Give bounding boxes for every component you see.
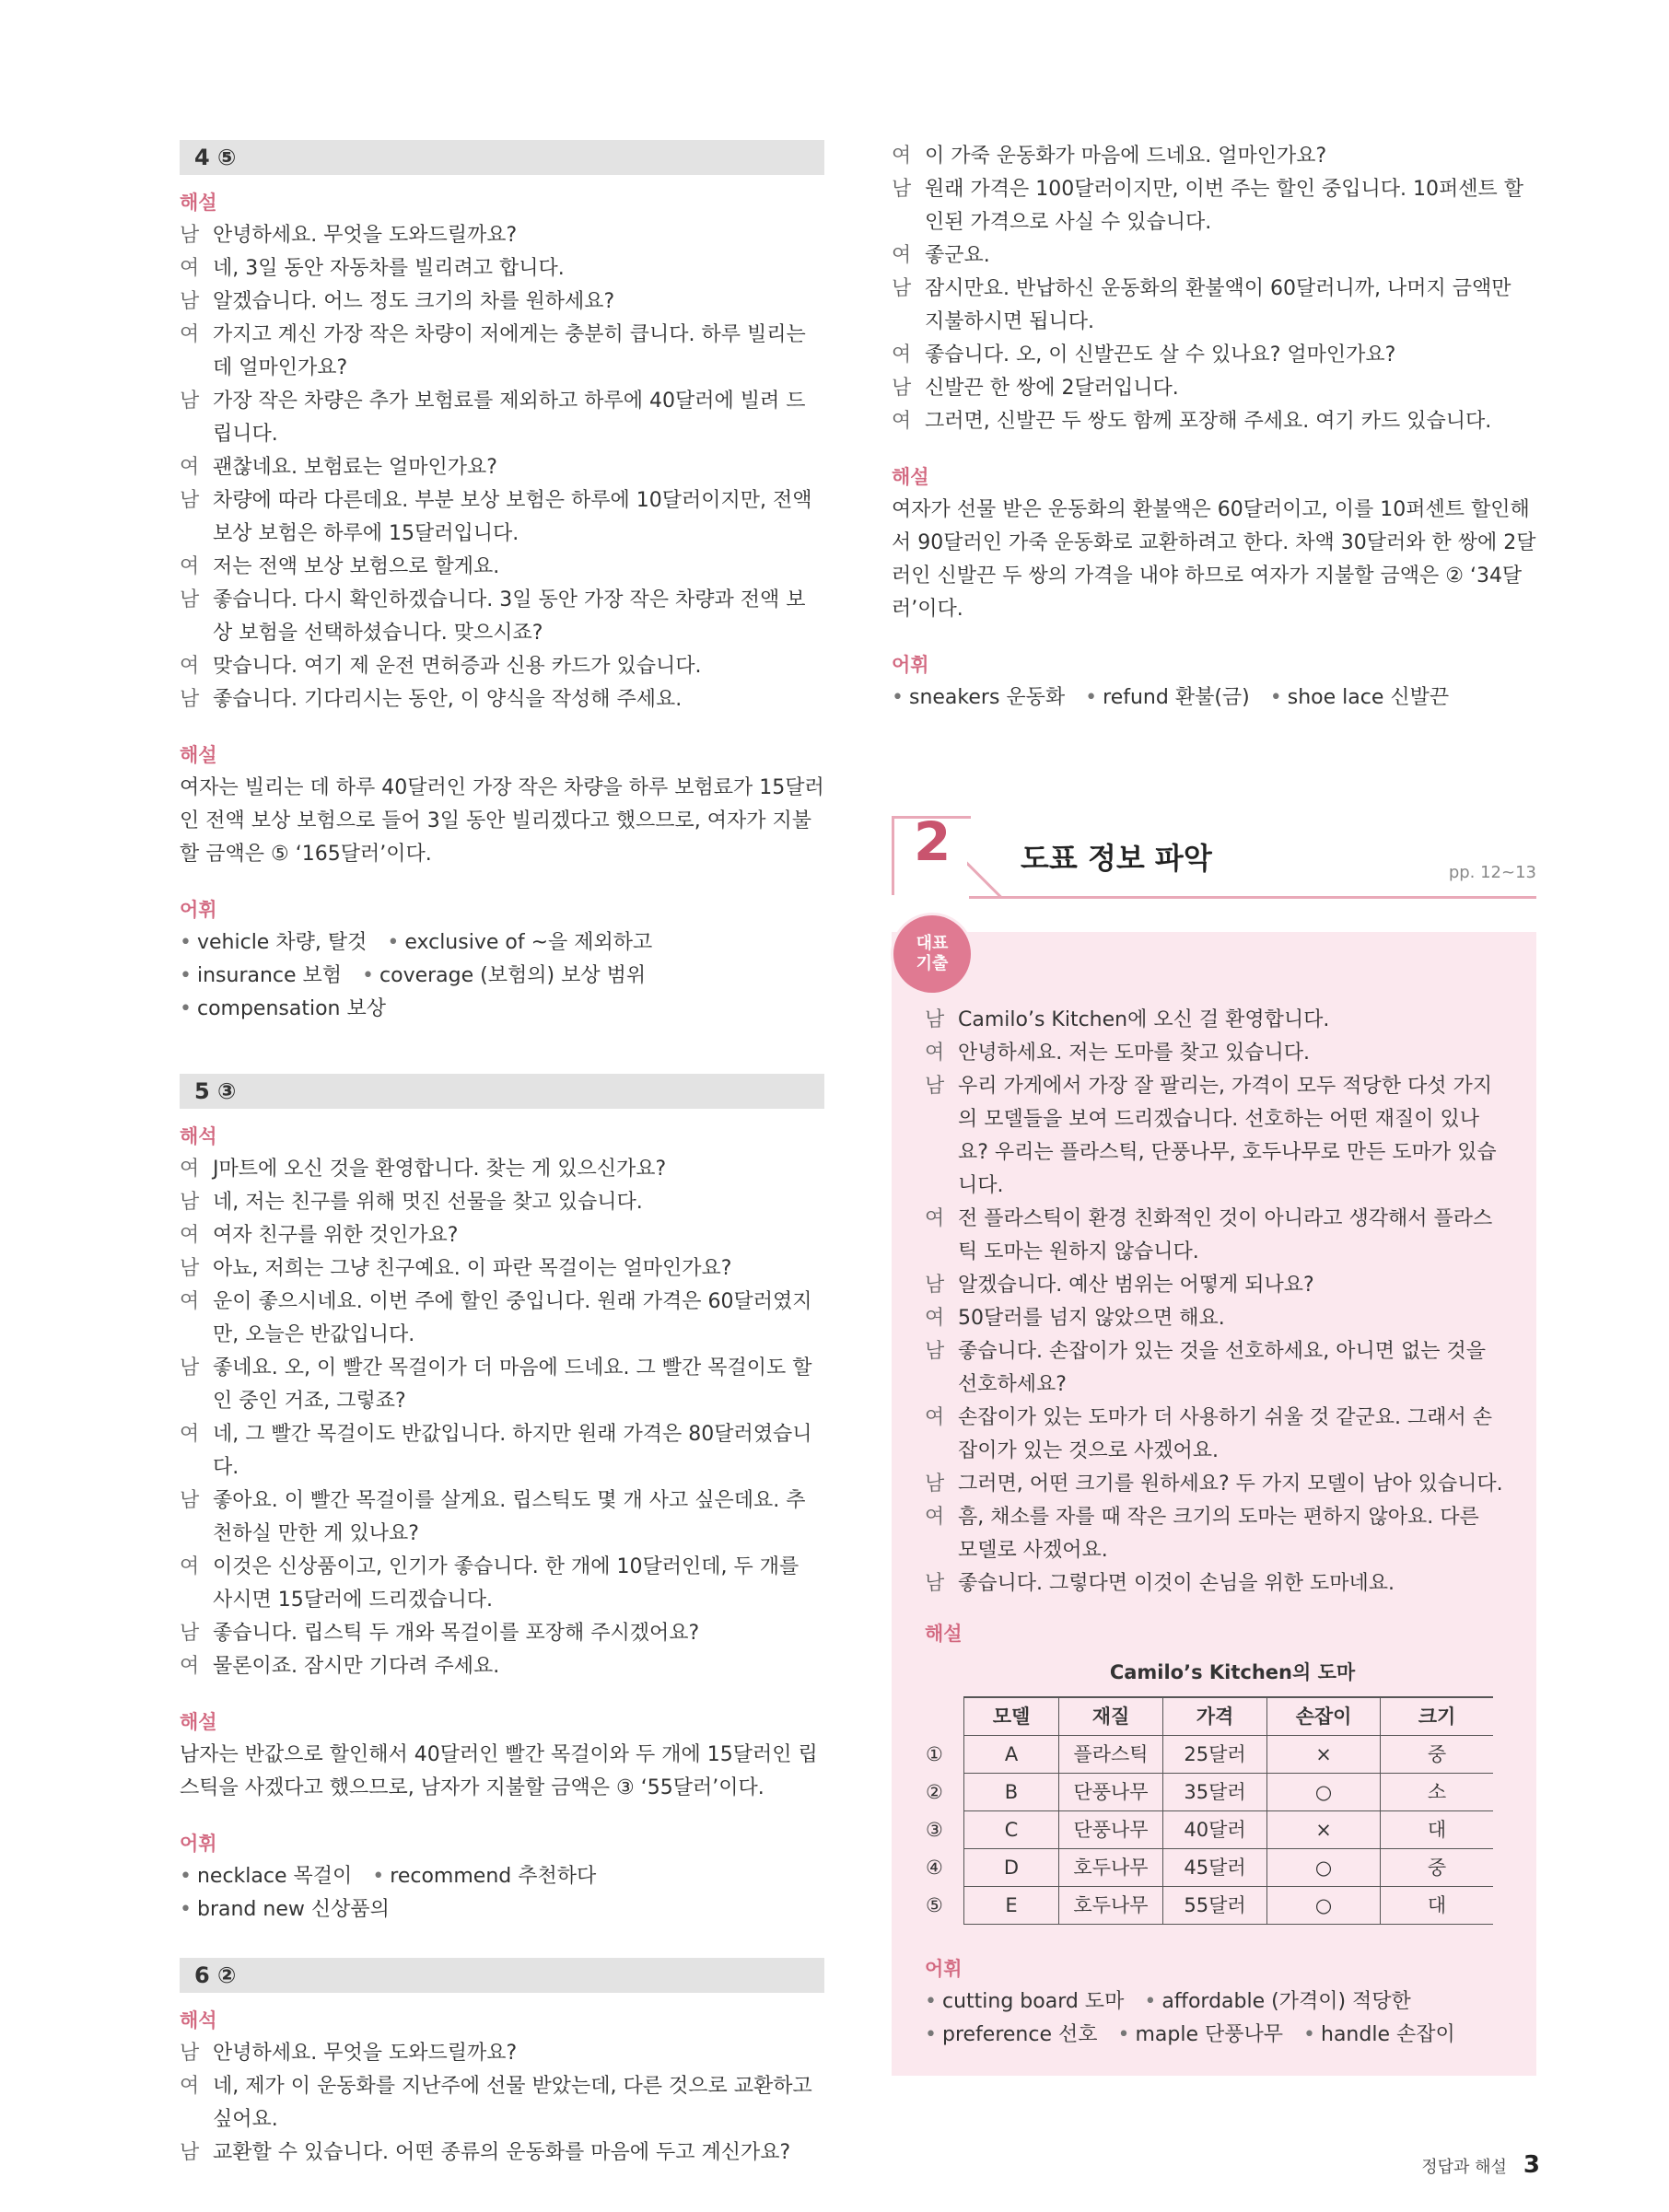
dialogue-line [892,372,1536,405]
table-header-cell: 모델 [964,1697,1059,1736]
option-number: ① [926,1743,943,1765]
q6-vocab-label: 어휘 [892,654,929,676]
dialogue-text: 괜찮네요. 보험료는 얼마인가요? [213,456,497,479]
table-row [925,1849,1493,1887]
vocab-item: • insurance 보험 [180,960,342,993]
dialogue-line [180,1286,824,1352]
rep-vocab-label: 어휘 [925,1958,963,1980]
dialogue-line [892,339,1536,372]
speaker-label: 여 [892,410,912,433]
q6-explanation: 여자가 선물 받은 운동화의 환불액은 60달러이고, 이를 10퍼센트 할인해서 90달러인 가죽 운동화로 교환하려고 한다. 차액 30달러와 한 쌍에 2달러인 신발끈 두 쌍의 가격을 내야 하므로 여자가 지불할 금액은 ② ‘34달러’이다. [892,498,1536,621]
right-column [892,140,1536,2076]
dialogue-line [180,2070,824,2136]
unit-number: 2 [914,810,951,873]
q4-script-label: 해설 [180,192,217,214]
table-header-cell: 재질 [1059,1697,1163,1736]
dialogue-line [925,1203,1503,1269]
vocab-item: • handle 손잡이 [1303,2019,1455,2052]
dialogue-line [892,273,1536,339]
speaker-label: 여 [892,244,912,267]
speaker-label: 여 [180,1655,200,1678]
dialogue-line [925,1037,1503,1070]
dialogue-text: 전 플라스틱이 환경 친화적인 것이 아니라고 생각해서 플라스틱 도마는 원하지 않습니다. [958,1207,1493,1263]
speaker-label: 여 [925,1506,945,1529]
q5-dialogue [180,1153,824,1683]
speaker-label: 여 [180,655,200,678]
page-footer [1421,2151,1540,2179]
dialogue-text: 좋군요. [925,244,990,267]
table-cell: 25달러 [1163,1736,1267,1774]
table-row [925,1736,1493,1774]
speaker-label: 남 [180,290,200,313]
table-cell: 호두나무 [1059,1887,1163,1925]
dialogue-text: 맞습니다. 여기 제 운전 면허증과 신용 카드가 있습니다. [213,655,702,678]
speaker-label: 여 [180,1224,200,1247]
unit-page-range: pp. 12~13 [1448,863,1536,882]
dialogue-line [180,285,824,319]
speaker-label: 여 [925,1042,945,1065]
q4-dialogue [180,219,824,716]
left-column [180,140,824,2170]
speaker-label: 남 [180,489,200,512]
table-cell: ○ [1267,1887,1381,1925]
rep-explanation-label: 해설 [925,1623,963,1645]
dialogue-line [925,1269,1503,1302]
speaker-label: 남 [925,1274,945,1297]
speaker-label: 남 [180,1257,200,1280]
q4-explanation-label: 해설 [180,744,217,766]
dialogue-line [180,1352,824,1418]
speaker-label: 여 [180,555,200,578]
q6-explanation-label: 해설 [892,466,929,488]
speaker-label: 여 [180,1290,200,1313]
speaker-label: 여 [180,2075,200,2098]
speaker-label: 남 [180,1191,200,1214]
dialogue-line [180,1551,824,1617]
dialogue-text: Camilo’s Kitchen에 오신 걸 환영합니다. [958,1008,1330,1031]
dialogue-line [925,1302,1503,1335]
table-header-cell: 크기 [1381,1697,1494,1736]
dialogue-line [925,1004,1503,1037]
speaker-label: 남 [892,178,912,201]
page-number: 3 [1523,2151,1540,2179]
option-number: ⑤ [926,1894,943,1916]
speaker-label: 여 [925,1207,945,1230]
q5-vocab-list [180,1860,824,1927]
dialogue-text: 손잡이가 있는 도마가 더 사용하기 쉬울 것 같군요. 그래서 손잡이가 있는 것으로 사겠어요. [958,1406,1492,1462]
dialogue-line [180,252,824,285]
speaker-label: 여 [892,145,912,168]
q5-vocab-label: 어휘 [180,1833,217,1855]
speaker-label: 남 [180,688,200,711]
dialogue-line [925,1402,1503,1468]
table-cell: 중 [1381,1849,1494,1887]
dialogue-text: 좋네요. 오, 이 빨간 목걸이가 더 마음에 드네요. 그 빨간 목걸이도 할인 중인 거죠, 그렇죠? [213,1356,812,1413]
table-cell: 40달러 [1163,1811,1267,1849]
dialogue-line [180,1617,824,1650]
dialogue-text: 저는 전액 보상 보험으로 할게요. [213,555,500,578]
speaker-label: 남 [180,588,200,611]
table-cell: 55달러 [1163,1887,1267,1925]
table-cell: 소 [1381,1774,1494,1811]
q5-explanation-label: 해설 [180,1711,217,1733]
dialogue-text: 50달러를 넘지 않았으면 해요. [958,1307,1225,1330]
representative-question-box [892,932,1536,2076]
speaker-label: 남 [925,1572,945,1595]
dialogue-line [180,2136,824,2170]
unit-header [892,810,1536,899]
table-row [925,1774,1493,1811]
vocab-item: • sneakers 운동화 [892,681,1065,715]
dialogue-line [892,405,1536,438]
vocab-item: • refund 환불(금) [1085,681,1250,715]
badge-line-2: 기출 [916,954,949,973]
vocab-item: • cutting board 도마 [925,1985,1124,2019]
dialogue-text: 여자 친구를 위한 것인가요? [213,1224,459,1247]
table-cell: × [1267,1736,1381,1774]
vocab-item: • necklace 목걸이 [180,1860,352,1893]
speaker-label: 남 [892,277,912,300]
option-number: ③ [926,1819,943,1841]
dialogue-line [180,551,824,584]
question-6-heading: 6 ② [180,1958,824,1993]
dialogue-text: 네, 3일 동안 자동차를 빌리려고 합니다. [213,257,565,280]
dialogue-line [180,584,824,650]
q6-dialogue-part2 [892,140,1536,438]
footer-label: 정답과 해설 [1421,2158,1507,2177]
representative-badge [893,915,971,993]
speaker-label: 남 [180,1356,200,1380]
dialogue-text: 그러면, 어떤 크기를 원하세요? 두 가지 모델이 남아 있습니다. [958,1473,1503,1496]
table-cell: 35달러 [1163,1774,1267,1811]
dialogue-text: 좋습니다. 립스틱 두 개와 목걸이를 포장해 주시겠어요? [213,1622,700,1645]
dialogue-line [180,319,824,385]
dialogue-line [925,1501,1503,1567]
dialogue-text: 알겠습니다. 예산 범위는 어떻게 되나요? [958,1274,1314,1297]
dialogue-text: 그러면, 신발끈 두 쌍도 함께 포장해 주세요. 여기 카드 있습니다. [925,410,1492,433]
table-cell: 45달러 [1163,1849,1267,1887]
dialogue-text: 이것은 신상품이고, 인기가 좋습니다. 한 개에 10달러인데, 두 개를 사시면 15달러에 드리겠습니다. [213,1555,799,1612]
table-cell: A [964,1736,1059,1774]
speaker-label: 남 [180,2141,200,2164]
table-header-cell: 가격 [1163,1697,1267,1736]
speaker-label: 남 [180,1489,200,1512]
dialogue-text: 좋습니다. 기다리시는 동안, 이 양식을 작성해 주세요. [213,688,683,711]
dialogue-text: 우리 가게에서 가장 잘 팔리는, 가격이 모두 적당한 다섯 가지의 모델들을 보여 드리겠습니다. 선호하는 어떤 재질이 있나요? 우리는 플라스틱, 단풍나무, 호두나무로 만든 도마가 있습니다. [958,1075,1497,1197]
speaker-label: 여 [180,323,200,346]
speaker-label: 여 [180,257,200,280]
dialogue-line [180,1153,824,1186]
dialogue-line [925,1070,1503,1203]
table-header-cell: 손잡이 [1267,1697,1381,1736]
dialogue-line [925,1567,1503,1601]
q4-explanation: 여자는 빌리는 데 하루 40달러인 가장 작은 차량을 하루 보험료가 15달러인 전액 보상 보험으로 들어 3일 동안 빌리겠다고 했으므로, 여자가 지불할 금액은 ⑤ ‘165달러’이다. [180,776,824,866]
table-cell: 단풍나무 [1059,1774,1163,1811]
dialogue-text: 차량에 따라 다른데요. 부분 보상 보험은 하루에 10달러이지만, 전액 보상 보험은 하루에 15달러입니다. [213,489,812,545]
dialogue-line [180,484,824,551]
dialogue-text: 원래 가격은 100달러이지만, 이번 주는 할인 중입니다. 10퍼센트 할인된 가격으로 사실 수 있습니다. [925,178,1523,234]
q6-script-label: 해석 [180,2009,217,2032]
dialogue-line [180,1186,824,1219]
vocab-item: • compensation 보상 [180,993,386,1026]
vocab-item: • exclusive of ~을 제외하고 [387,926,652,960]
dialogue-line [180,683,824,716]
table-cell: B [964,1774,1059,1811]
speaker-label: 남 [925,1075,945,1098]
badge-line-1: 대표 [916,934,949,953]
q6-vocab-list [892,681,1536,715]
vocab-item: • preference 선호 [925,2019,1098,2052]
dialogue-text: 흠, 채소를 자를 때 작은 크기의 도마는 편하지 않아요. 다른 모델로 사겠어요. [958,1506,1479,1562]
option-number: ② [926,1781,943,1803]
speaker-label: 남 [925,1473,945,1496]
vocab-item: • brand new 신상품의 [180,1893,390,1927]
dialogue-text: 안녕하세요. 무엇을 도와드릴까요? [213,2042,518,2065]
vocab-item: • affordable (가격이) 적당한 [1144,1985,1410,2019]
dialogue-line [180,1252,824,1286]
vocab-item: • vehicle 차량, 탈것 [180,926,367,960]
table-row [925,1811,1493,1849]
table-cell: C [964,1811,1059,1849]
dialogue-line [925,1335,1503,1402]
q4-vocab-list [180,926,824,1026]
speaker-label: 남 [180,2042,200,2065]
speaker-label: 여 [925,1406,945,1429]
speaker-label: 여 [180,1158,200,1181]
speaker-label: 남 [180,390,200,413]
table-cell: D [964,1849,1059,1887]
q5-explanation: 남자는 반값으로 할인해서 40달러인 빨간 목걸이와 두 개에 15달러인 립스틱을 사겠다고 했으므로, 남자가 지불할 금액은 ③ ‘55달러’이다. [180,1743,818,1799]
dialogue-line [180,385,824,451]
speaker-label: 여 [180,456,200,479]
dialogue-line [892,239,1536,273]
dialogue-text: 물론이죠. 잠시만 기다려 주세요. [213,1655,500,1678]
vocab-item: • shoe lace 신발끈 [1270,681,1449,715]
table-cell: 플라스틱 [1059,1736,1163,1774]
dialogue-line [180,2037,824,2070]
dialogue-text: 신발끈 한 쌍에 2달러입니다. [925,377,1179,400]
dialogue-text: 좋습니다. 다시 확인하겠습니다. 3일 동안 가장 작은 차량과 전액 보상 보험을 선택하셨습니다. 맞으시죠? [213,588,806,645]
rep-dialogue [925,1004,1503,1601]
dialogue-text: 운이 좋으시네요. 이번 주에 할인 중입니다. 원래 가격은 60달러였지만, 오늘은 반값입니다. [213,1290,812,1346]
table-cell: 단풍나무 [1059,1811,1163,1849]
table-cell: E [964,1887,1059,1925]
table-cell: 대 [1381,1887,1494,1925]
question-4-heading: 4 ⑤ [180,140,824,175]
speaker-label: 여 [925,1307,945,1330]
dialogue-text: 네, 그 빨간 목걸이도 반값입니다. 하지만 원래 가격은 80달러였습니다. [213,1423,812,1479]
dialogue-line [180,219,824,252]
dialogue-line [892,173,1536,239]
dialogue-line [180,1219,824,1252]
question-5-heading: 5 ③ [180,1074,824,1109]
speaker-label: 남 [925,1340,945,1363]
dialogue-line [180,1484,824,1551]
option-number: ④ [926,1857,943,1879]
dialogue-line [925,1468,1503,1501]
dialogue-text: 네, 제가 이 운동화를 지난주에 선물 받았는데, 다른 것으로 교환하고 싶어요. [213,2075,812,2131]
dialogue-text: 좋아요. 이 빨간 목걸이를 살게요. 립스틱도 몇 개 사고 싶은데요. 추천하실 만한 게 있나요? [213,1489,806,1545]
dialogue-text: 이 가죽 운동화가 마음에 드네요. 얼마인가요? [925,145,1327,168]
table-cell: 호두나무 [1059,1849,1163,1887]
dialogue-text: 잠시만요. 반납하신 운동화의 환불액이 60달러니까, 나머지 금액만 지불하시면 됩니다. [925,277,1511,333]
table-cell: ○ [1267,1849,1381,1887]
dialogue-text: 좋습니다. 오, 이 신발끈도 살 수 있나요? 얼마인가요? [925,343,1396,367]
dialogue-line [180,1650,824,1683]
table-row [925,1887,1493,1925]
dialogue-text: 알겠습니다. 어느 정도 크기의 차를 원하세요? [213,290,615,313]
q6-dialogue-part1 [180,2037,824,2170]
dialogue-text: J마트에 오신 것을 환영합니다. 찾는 게 있으신가요? [213,1158,667,1181]
dialogue-line [180,650,824,683]
dialogue-line [180,451,824,484]
table-cell: × [1267,1811,1381,1849]
dialogue-text: 안녕하세요. 저는 도마를 찾고 있습니다. [958,1042,1310,1065]
table-cell: 대 [1381,1811,1494,1849]
cutting-board-table [925,1696,1493,1925]
rep-vocab-list [925,1985,1503,2052]
speaker-label: 여 [892,343,912,367]
dialogue-text: 네, 저는 친구를 위해 멋진 선물을 찾고 있습니다. [213,1191,643,1214]
q4-vocab-label: 어휘 [180,899,217,921]
dialogue-text: 좋습니다. 그렇다면 이것이 손님을 위한 도마네요. [958,1572,1395,1595]
dialogue-text: 아뇨, 저희는 그냥 친구예요. 이 파란 목걸이는 얼마인가요? [213,1257,732,1280]
table-cell: ○ [1267,1774,1381,1811]
speaker-label: 여 [180,1555,200,1578]
table-header-row [925,1697,1493,1736]
speaker-label: 남 [892,377,912,400]
speaker-label: 여 [180,1423,200,1446]
vocab-item: • recommend 추천하다 [372,1860,596,1893]
table-title: Camilo’s Kitchen의 도마 [1109,1661,1356,1683]
dialogue-line [180,1418,824,1484]
table-cell: 중 [1381,1736,1494,1774]
dialogue-text: 좋습니다. 손잡이가 있는 것을 선호하세요, 아니면 없는 것을 선호하세요? [958,1340,1486,1396]
speaker-label: 남 [925,1008,945,1031]
dialogue-text: 가지고 계신 가장 작은 차량이 저에게는 충분히 큽니다. 하루 빌리는 데 얼마인가요? [213,323,806,379]
unit-title: 도표 정보 파악 [1021,841,1212,876]
dialogue-line [892,140,1536,173]
vocab-item: • coverage (보험의) 보상 범위 [362,960,646,993]
dialogue-text: 가장 작은 차량은 추가 보험료를 제외하고 하루에 40달러에 빌려 드립니다. [213,390,806,446]
vocab-item: • maple 단풍나무 [1118,2019,1284,2052]
speaker-label: 남 [180,224,200,247]
dialogue-text: 교환할 수 있습니다. 어떤 종류의 운동화를 마음에 두고 계신가요? [213,2141,791,2164]
q5-script-label: 해석 [180,1125,217,1147]
dialogue-text: 안녕하세요. 무엇을 도와드릴까요? [213,224,518,247]
speaker-label: 남 [180,1622,200,1645]
